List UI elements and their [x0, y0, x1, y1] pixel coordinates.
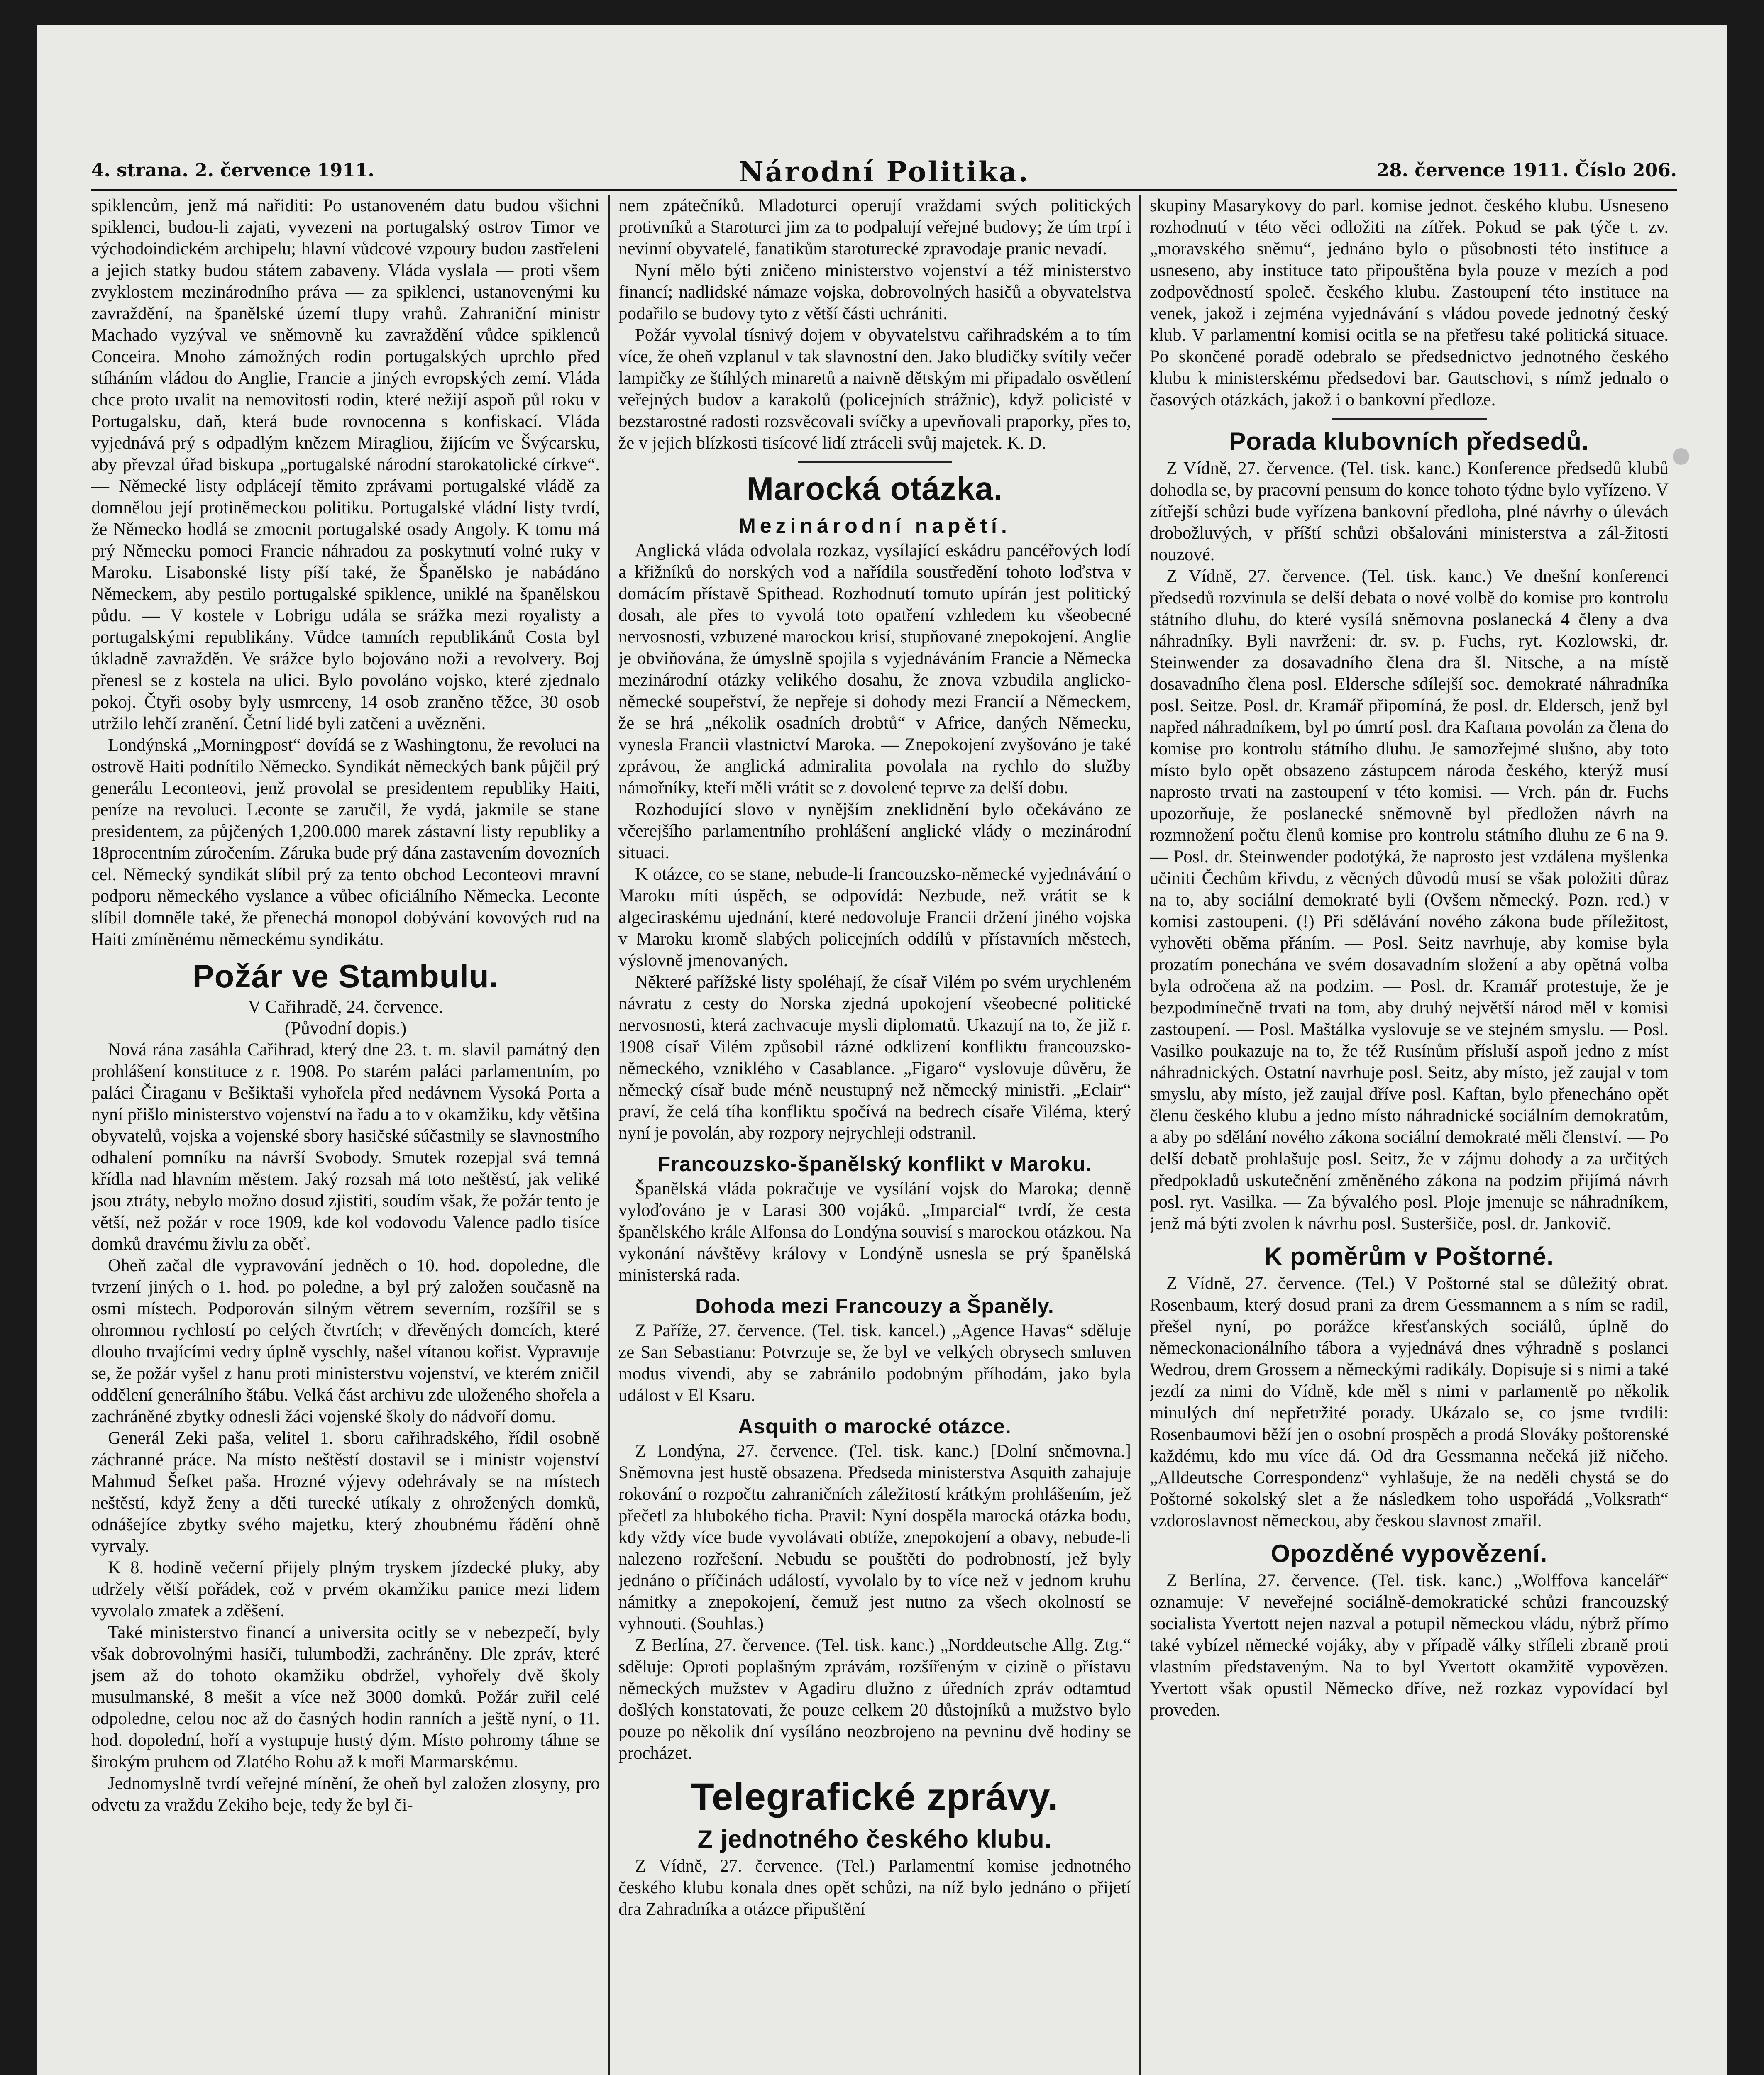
article-text: Požár vyvolal tísnivý dojem v obyvatelstvu cařihradském a to tím více, že oheň vzplanul v tak slavnostní den. Jako bludičky svítily večer lampičky ze štíhlých minaretů a naivně dětským mi připadalo osvětlení veřejných budov a karakolů (policejních strážnic), když policisté v bezstarostné radosti rozsvěcovali svíčky a upevňovali praporky, přes to, že v jejich blízkosti tisícové lidí ztráceli svůj majetek. K. D.: [618, 325, 1131, 453]
column-divider: [608, 195, 610, 2075]
headline-pozar: Požár ve Stambulu.: [192, 958, 499, 994]
article-text: Z Vídně, 27. července. (Tel. tisk. kanc.) Ve dnešní konferenci předsedů rozvinula se delší debata o nové volbě do komise pro kontrolu státního dluhu, do které vysílá sněmovna poslanecká 4 členy a dva náhradníky. Byli navrženi: dr. sv. p. Fuchs, ryt. Kozlowski, dr. Steinwender za dosavadního člena dra šl. Nitsche, a na místě dosavadního člena posl. Eldersche sdílejší soc. demokraté náhradníka posl. Seitze. Posl. dr. Kramář připomíná, že posl. dr. Eldersch, jenž byl napřed náhradníkem, byl po úmrtí posl. dra Kaftana povolán za člena do komise pro kontrolu státního dluhu. Je samozřejmé slušno, aby toto místo bylo opět obsazeno zástupcem národa českého, kterýž musí naprosto trvati na zastoupení v této komisi. — Vrch. pán dr. Fuchs upozorňuje, že poslanecké sněmovně byl předložen návrh na rozmnožení počtu členů komise pro kontrolu státního dluhu ze 6 na 9. — Posl. dr. Steinwender podotýká, že naprosto jest vzdálena myšlenka učiniti Čechům křivdu, z věcných důvodů musí se však položiti důraz na to, aby sociální demokraté byli (Ovšem německý. Pozn. red.) v komisi zastoupeni. (!) Při sdělávání nového zákona bude příležitost, vyhověti oběma přáním. — Posl. Seitz navrhuje, aby komise byla prozatím ponechána ve svém dosavadním složení a aby opětná volba byla odročena až na podzim. — Posl. dr. Kramář protestuje, že je bezpodmínečně trvati na tom, aby druhý největší národ měl v komisi zastoupení. — Posl. Maštálka vyslovuje se ve stejném smyslu. — Posl. Vasilko poukazuje na to, že též Rusínům přísluší aspoň jedno z míst náhradnických. Ostatní navrhuje posl. Seitz, aby místo, jež zaujal v tom smyslu, aby místo, jež zaujal dříve posl. Kaftan, bylo přenecháno opět členu českého klubu a jedno místo náhradnické sociálním demokratům, a aby po sdělání nového zákona sociální demokraté měli členství. — Po delší debatě prohlašuje posl. Seitz, že v zájmu dohody a za určitých předpokladů uskutečnění změněného zákona na podzim přijímá návrh posl. ryt. Vasilka. — Za bývalého posl. Ploje jmenuje se náhradníkem, jenž má býti zvolen k návrhu posl. Susteršiče, posl. dr. Jankovič.: [1150, 566, 1669, 1233]
section-separator: [1332, 418, 1487, 420]
article-text: spiklencům, jenž má nařiditi: Po ustanoveném datu budou všichni spiklenci, budou-li zajati, vyvezeni na portugalský ostrov Timor ve východoindickém archipelu; hlavní vůdcové vzpoury budou zastřeleni a jejich statky budou státem zabaveny. Vláda vyslala — proti všem zvyklostem mezinárodního práva — za spiklenci, ustanovenými ku zavraždění, na španělské území tlupy vrahů. Zahraniční ministr Machado vyzýval ve sněmovně ku zavraždění vůdce spiklenců Conceira. Mnoho zámožných rodin portugalských uprchlo před stíháním vládou do Anglie, Francie a jiných evropských zemí. Vláda chce proto uvalit na nemovitosti rodin, které nežijí aspoň půl roku v Portugalsku, daň, která bude rovnocenna s konfiskací. Vláda vyjednává prý s odpadlým knězem Miragliou, žijícím ve Švýcarsku, aby převzal úřad biskupa „portugalské národní starokatolické církve“. — Německé listy odplácejí těmito zprávami portugalské vládě za domnělou její protiněmeckou politiku. Portugalské vládní listy tvrdí, že Německo hodlá se zmocnit portugalské osady Angoly. K tomu má prý Německu pomoci Francie náhradou za poskytnutí volné ruky v Maroku. Lisabonské listy píší také, že Španělsko je nabádáno Německem, aby pestilo portugalské spiklence, uniklé na španělskou půdu. — V kostele v Lobrigu udála se srážka mezi royalisty a portugalskými republikány. Vůdce tamních republikánů Costa byl úkladně zavražděn. Ve srážce bylo bojováno noži a revolvery. Boj přenesl se z kostela na ulici. Bylo povoláno vojsko, které zjednalo pokoj. Čtyři osoby byly usmrceny, 14 osob zraněno těžce, 30 osob utržilo lehčí zranění. Četní lidé byli zatčeni a uvězněni.: [91, 196, 600, 733]
header-issue-number: 28. července 1911. Číslo 206.: [1376, 160, 1677, 181]
article-text: Rozhodující slovo v nynějším zneklidnění bylo očekáváno ze včerejšího parlamentního prohlášení anglické vlády o mezinárodní situaci.: [618, 800, 1131, 862]
article-text: K 8. hodině večerní přijely plným tryskem jízdecké pluky, aby udržely větší pořádek, což v prvém okamžiku panice mezi lidem vyvolalo zmatek a zděšení.: [91, 1558, 600, 1621]
header-rule: [91, 189, 1677, 191]
article-text: Nyní mělo býti zničeno ministerstvo vojenství a též ministerstvo financí; nadlidské námaze vojska, dobrovolných hasičů a obyvatelstva podařilo se budovy tyto z větší části uchrániti.: [618, 261, 1131, 323]
article-text: Některé pařížské listy spoléhají, že císař Vilém po svém urychleném návratu z cesty do Norska zjedná upokojení všeobecné politické nervosnosti, která zachvacuje mysli diplomatů. Ukazují na to, že již r. 1908 císař Vilém způsobil rázné odklizení konfliktu francouzsko-německého, vzniklého v Casablance. „Figaro“ vyslovuje důvěru, že německý císař bude méně neustupný než německý ministři. „Eclair“ praví, že celá tíha konfliktu spočívá na bedrech císaře Viléma, který nyní je povolán, aby rozpory nejrychleji odstranil.: [618, 972, 1131, 1143]
article-text: Z Berlína, 27. července. (Tel. tisk. kanc.) „Wolffova kancelář“ oznamuje: V neveřejné sociálně-demokratické schůzi francouzský socialista Yvertott nejen nazval a potupil německou vládu, nýbrž přímo také vybízel německé vojáky, aby v případě války stříleli zbraně proti vlastním představeným. Na to byl Yvertott okamžitě vypovězen. Yvertott však opustil Německo dříve, než rozkaz vypovídací byl proveden.: [1150, 1571, 1669, 1720]
masthead-title: Národní Politika.: [738, 156, 1030, 188]
article-text: Londýnská „Morningpost“ dovídá se z Washingtonu, že revoluci na ostrově Haiti podnítilo Německo. Syndikát německých bank půjčil prý generálu Leconteovi, jenž provolal se presidentem republiky Haiti, peníze na revoluci. Leconte se zaručil, že vydá, jakmile se stane presidentem, za půjčených 1,200.000 marek zástavní listy republiky a 18procentním zúročením. Záruka bude prý dána zastavením dovozních cel. Německý syndikát slíbil prý za tento obchod Leconteovi mravní podporu německého vyslance a vůbec oficiálního Německa. Leconte slíbil domněle také, že přenechá monopol dobývání kovových rud na Haiti zmíněnému německému syndikátu.: [91, 735, 600, 949]
column-2: [618, 195, 1131, 2075]
paper-blemish: [1673, 448, 1689, 465]
header-date-left: 4. strana. 2. července 1911.: [91, 160, 374, 181]
section-separator: [798, 461, 952, 463]
original-letter-note: (Původní dopis.): [284, 1018, 407, 1038]
article-text: skupiny Masarykovy do parl. komise jednot. českého klubu. Usneseno rozhodnutí v této věci odložiti na zítřek. Pokud se pak týče t. zv. „moravského sněmu“, jednáno bylo o působnosti této instituce a usneseno, aby instituce tato připouštěna byla pouze v mezích a pod zodpovědností společ. českého klubu. Zastoupení této instituce na venek, jakož i zejména vyjednávání s vládou povede jednotný český klub. V parlamentní komisi ocitla se na přetřesu také politická situace. Po skončené poradě odebralo se předsednictvo jednotného českého klubu k ministerskému předsedovi bar. Gautschovi, s nímž jednalo o časových otázkách, jakož i o bankovní předloze.: [1150, 196, 1669, 410]
article-text: nem zpátečníků. Mladoturci operují vraždami svých politických protivníků a Staroturci jim za to podpalují veřejné budovy; že tím trpí i nevinní obyvatelé, fanatikům staroturecké zpravodaje pranic nevadí.: [618, 196, 1131, 259]
article-text: Z Paříže, 27. července. (Tel. tisk. kancel.) „Agence Havas“ sděluje ze San Sebastianu: Potvrzuje se, že byl ve velkých obrysech smluven modus vivendi, aby se zabránilo podobným příhodám, jako byla událost v El Ksaru.: [618, 1321, 1131, 1405]
headline-dohoda: Dohoda mezi Francouzy a Španěly.: [695, 1294, 1054, 1318]
article-text: Anglická vláda odvolala rozkaz, vysílající eskádru pancéřových lodí a křižníků do norských vod a nařídila soustředění tohoto loďstva v domácím přístavě Spithead. Rozhodnutí tomuto upírán jest politický dosah, ale přes to vyvolá toto opatření vzhledem ku všeobecné nervosnosti, vzbuzené marockou krisí, stupňované znepokojení. Anglie je obviňována, že úmyslně spojila s vyjednáváním Francie a Německa mezinárodní otázky velikého dosahu, že znova vzbudila anglicko-německé soupeřství, že nepřeje si dohody mezi Francií a Německem, že se hrá „nékolik osadních drobtů“ v Africe, daných Německu, vynesla Francii vlastnictví Maroka. — Znepokojení zvyšováno je také zprávou, že anglická admiralita povolala na rychlo do služby námořníky, kteří měli vrátit se z dovolené teprve za delší dobu.: [618, 541, 1131, 798]
article-text: K otázce, co se stane, nebude-li francouzsko-německé vyjednávání o Maroku míti úspěch, se odpovídá: Nezbude, než vrátit se k algeciraskému ujednání, které nedovoluje Francii držení jiného vojska v Maroku kromě slabých policejních oddílů v přístavních městech, výslovně jmenovaných.: [618, 864, 1131, 970]
headline-postorna: K poměrům v Poštorné.: [1264, 1243, 1554, 1270]
headline-konflikt: Francouzsko-španělský konflikt v Maroku.: [657, 1152, 1092, 1176]
article-text: Španělská vláda pokračuje ve vysílání vojsk do Maroka; denně vyloďováno je v Larasi 300 vojáků. „Imparcial“ tvrdí, že cesta španělského krále Alfonsa do Londýna souvisí s marockou otázkou. Na vykonání návštěvy královy v Londýně usnesla se prý španělská ministerská rada.: [618, 1179, 1131, 1285]
column-3: [1150, 195, 1669, 2075]
article-text: Oheň začal dle vypravování jedněch o 10. hod. dopoledne, dle tvrzení jiných o 1. hod. po poledne, a byl prý založen současně na osmi místech. Podporován silným větrem severním, rozšířil se s ohromnou rychlostí po celých čtvrtích; v dřevěných domcích, které dlouho trvajícími vedry úplně vyschly, našel vítanou kořist. Vypravuje se, že požár vyšel z hanu proti ministerstvu vojenství, ve kterém zničil oddělení generálního štábu. Velká část archivu zde uloženého shořela a zachráněné zbytky odnesli žáci vojenské školy do nádvoří domu.: [91, 1256, 600, 1426]
article-text: Z Vídně, 27. července. (Tel. tisk. kanc.) Konference předsedů klubů dohodla se, by pracovní pensum do konce tohoto týdne bylo vyřízeno. V zítřejší schůzi bude vyřízena bankovní předloha, plné návrhy o úlevách drobožluvých, v příští schůzi obšalováni ministerstva a zál-žitosti nouzové.: [1150, 459, 1669, 564]
page-header: [91, 156, 1677, 189]
column-divider: [1139, 195, 1141, 2075]
column-1: [91, 195, 600, 2075]
article-text: Nová rána zasáhla Cařihrad, který dne 23. t. m. slavil památný den prohlášení konstituce z r. 1908. Po starém paláci parlamentním, po paláci Čiraganu v Bešiktaši vyhořela před nedávnem Vysoká Porta a nyní přišlo ministerstvo vojenství na řadu a to v okamžiku, kdy většina obyvatelů, vojska a vojenské sbory hasičské súčastnily se slavnostního odhalení pomníku na návrší Svobody. Smutek rozepjal svá temná křídla nad hlavním městem. Jaký rozsah má toto neštěstí, jak veliké jsou ztráty, nebylo možno dosud zjistiti, soudím však, že požár tento je větší, než požár v roce 1909, kde kol vodovodu Valence padlo tisíce domků dravému živlu za oběť.: [91, 1040, 600, 1254]
article-text: Z Vídně, 27. července. (Tel.) Parlamentní komise jednotného českého klubu konala dnes opět schůzi, na níž bylo jednáno o přijetí dra Zahradníka a otázce připuštění: [618, 1856, 1131, 1919]
headline-porada: Porada klubovních předsedů.: [1229, 427, 1589, 455]
headline-vypovezeni: Opozděné vypovězení.: [1270, 1540, 1548, 1567]
headline-asquith: Asquith o marocké otázce.: [738, 1415, 1011, 1438]
article-text: Také ministerstvo financí a universita ocitly se v nebezpečí, byly však dobrovolnými hasiči, tulumbodži, zachráněny. Dle zpráv, které jsem až do tohoto okamžiku obdržel, vyhořely dvě školy musulmanské, 8 mešit a více než 3000 domků. Požár zuřil celé odpoledne, celou noc až do časných hodin ranních a ještě nyní, o 11. hod. dopolední, hoří a vystupuje hustý dým. Místo pohromy táhne se širokým pruhem od Zlatého Rohu až k moři Marmarskému.: [91, 1623, 600, 1772]
dateline: V Cařihradě, 24. července.: [248, 996, 443, 1017]
headline-jednotny-klub: Z jednotného českého klubu.: [697, 1825, 1052, 1853]
article-text: Z Berlína, 27. července. (Tel. tisk. kanc.) „Norddeutsche Allg. Ztg.“ sděluje: Oproti poplašným zprávám, rozšířeným v cizině o přístavu německých mužstev v Agadiru dlužno z úředních zpráv odtamtud došlých konstatovati, že pouze celkem 20 důstojníků a mužstvo bylo pouze po několik dní vysíláno neozbrojeno na pevninu dvě hodiny se procházet.: [618, 1636, 1131, 1763]
article-text: Z Londýna, 27. července. (Tel. tisk. kanc.) [Dolní sněmovna.] Sněmovna jest hustě obsazena. Předseda ministerstva Asquith zahajuje rokování o rozpočtu zahraničních záležitostí krátkým prohlášením, jež přečetl za hlubokého ticha. Pravil: Nyní dospěla marocká otázka bodu, kdy vždy více bude vyvolávati obtíže, znepokojení a obavy, nebude-li nalezeno rozřešení. Nebudu se pouštěti do podrobností, jež byly jednáno o příčinách událostí, vyvolalo by to více než v jednom kruhu námitky a znepokojení, čemuž jest nutno za všech okolností se vyhnouti. (Souhlas.): [618, 1441, 1131, 1633]
headline-telegraficke-zpravy: Telegrafické zprávy.: [691, 1776, 1059, 1818]
subheadline-napeti: Mezinárodní napětí.: [738, 514, 1011, 537]
article-text: Generál Zeki paša, velitel 1. sboru cařihradského, řídil osobně záchranné práce. Na místo neštěstí dostavil se i ministr vojenství Mahmud Šefket paša. Hrozné výjevy odehrávaly se na místech neštěstí, když ženy a děti turecké utíkaly z ohrožených domků, odnášejíce zbytky svého majetku, který zhoubnému řádění ohně vyrvaly.: [91, 1428, 600, 1556]
article-text: Jednomyslně tvrdí veřejné mínění, že oheň byl založen zlosyny, pro odvetu za vraždu Zekiho beje, tedy že byl či-: [91, 1774, 600, 1815]
headline-marocka-otazka: Marocká otázka.: [746, 470, 1003, 507]
article-text: Z Vídně, 27. července. (Tel.) V Poštorné stal se důležitý obrat. Rosenbaum, který dosud prani za drem Gessmannem a s ním se radil, přešel nyní, po porážce křesťanských sociálů, úplně do německonacionálního tábora a vyjednává dnes výhradně s poslanci Wedrou, drem Grossem a německými radikály. Dopisuje si s nimi a také jezdí za nimi do Vídně, kde měl s nimi v parlamentě po několik minulých dní nepřetržité porady. Ukázalo se, co jsme tvrdili: Rosenbaumovi běží jen o osobní prospěch a prodá Slováky poštorenské každému, kdo mu více dá. Od dra Gessmanna nečeká již ničeho. „Alldeutsche Correspondenz“ vyhlašuje, že na neděli chystá se do Poštorné sokolský slet a že následkem toho uspořádá „Volksrath“ vzdoroslavnost německou, aby českou slavnost zmařil.: [1150, 1274, 1669, 1531]
